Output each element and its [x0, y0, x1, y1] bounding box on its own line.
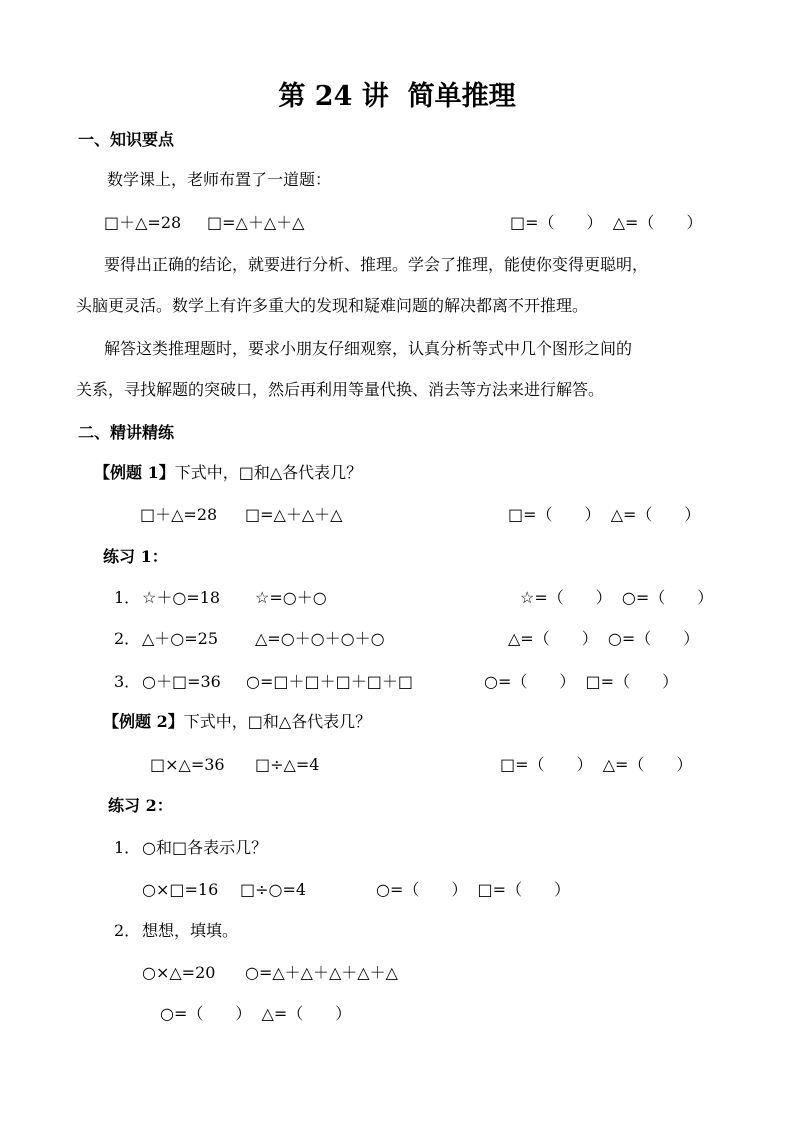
example-1-equation-2: □=△＋△＋△: [245, 505, 343, 524]
practice-2-item-2-question: 想想，填填。: [142, 921, 239, 940]
paragraph-1-line-1: 要得出正确的结论，就要进行分析、推理。学会了推理，能使你变得更聪明，: [104, 255, 649, 274]
practice-2-item-2-answer: ○=（ ） △=（ ）: [160, 1004, 352, 1023]
practice-2-item-1-answer: ○=（ ） □=（ ）: [376, 880, 571, 899]
practice-1-item-1-answer: ☆=（ ） ○=（ ）: [520, 588, 714, 607]
example-2-text: 下式中，□和△各代表几？: [183, 712, 372, 731]
practice-2-item-1-equation-2: □÷○=4: [240, 880, 307, 899]
practice-1-item-1-number: 1．: [114, 588, 141, 607]
example-2-header: [103, 712, 371, 732]
practice-1-item-2-number: 2．: [114, 629, 141, 648]
example-1-text: 下式中，□和△各代表几？: [174, 463, 363, 482]
example-2-equation-2: □÷△=4: [255, 755, 320, 774]
practice-1-item-2-equation-1: △＋○=25: [142, 629, 219, 648]
example-2-label: 【例题 2】: [103, 712, 184, 731]
intro-text: 数学课上，老师布置了一道题：: [107, 170, 332, 189]
practice-1-item-3-equation-2: ○=□＋□＋□＋□＋□: [246, 672, 413, 691]
practice-2-item-2-equation-2: ○=△＋△＋△＋△＋△: [245, 963, 398, 982]
example-1-answer: □=（ ） △=（ ）: [508, 505, 701, 524]
practice-1-item-2-equation-2: △=○＋○＋○＋○: [255, 629, 385, 648]
practice-2-item-1-question: ○和□各表示几？: [142, 838, 268, 857]
practice-1-item-3-number: 3．: [114, 672, 141, 691]
practice-1-item-3-equation-1: ○＋□=36: [142, 672, 221, 691]
problem-answer: □=（ ） △=（ ）: [510, 213, 703, 232]
paragraph-1-line-2: 头脑更灵活。数学上有许多重大的发现和疑难问题的解决都离不开推理。: [76, 296, 589, 315]
paragraph-2-line-1: 解答这类推理题时，要求小朋友仔细观察，认真分析等式中几个图形之间的: [104, 339, 633, 358]
problem-equation-2: □=△＋△＋△: [207, 213, 305, 232]
example-1-equation-1: □＋△=28: [140, 505, 218, 524]
section-heading-knowledge: 一、知识要点: [78, 130, 175, 149]
example-1-label: 【例题 1】: [94, 463, 175, 482]
practice-1-item-1-equation-2: ☆=○＋○: [255, 588, 327, 607]
paragraph-2-line-2: 关系，寻找解题的突破口，然后再利用等量代换、消去等方法来进行解答。: [76, 380, 605, 399]
practice-2-item-1-number: 1．: [114, 838, 141, 857]
practice-2-item-2-equation-1: ○×△=20: [142, 963, 216, 982]
section-heading-practice: 二、精讲精练: [78, 423, 175, 442]
practice-2-item-2-number: 2．: [114, 921, 141, 940]
example-2-equation-1: □×△=36: [150, 755, 225, 774]
practice-1-item-2-answer: △=（ ） ○=（ ）: [508, 629, 700, 648]
practice-2-label: 练习 2：: [108, 796, 173, 815]
practice-1-item-1-equation-1: ☆＋○=18: [142, 588, 221, 607]
problem-equation-1: □＋△=28: [104, 213, 182, 232]
practice-2-item-1-equation-1: ○×□=16: [142, 880, 219, 899]
practice-1-item-3-answer: ○=（ ） □=（ ）: [484, 672, 679, 691]
practice-1-label: 练习 1：: [103, 547, 168, 566]
example-1-header: [94, 463, 362, 483]
page-title: 第 24 讲 简单推理: [278, 81, 516, 112]
example-2-answer: □=（ ） △=（ ）: [500, 755, 693, 774]
